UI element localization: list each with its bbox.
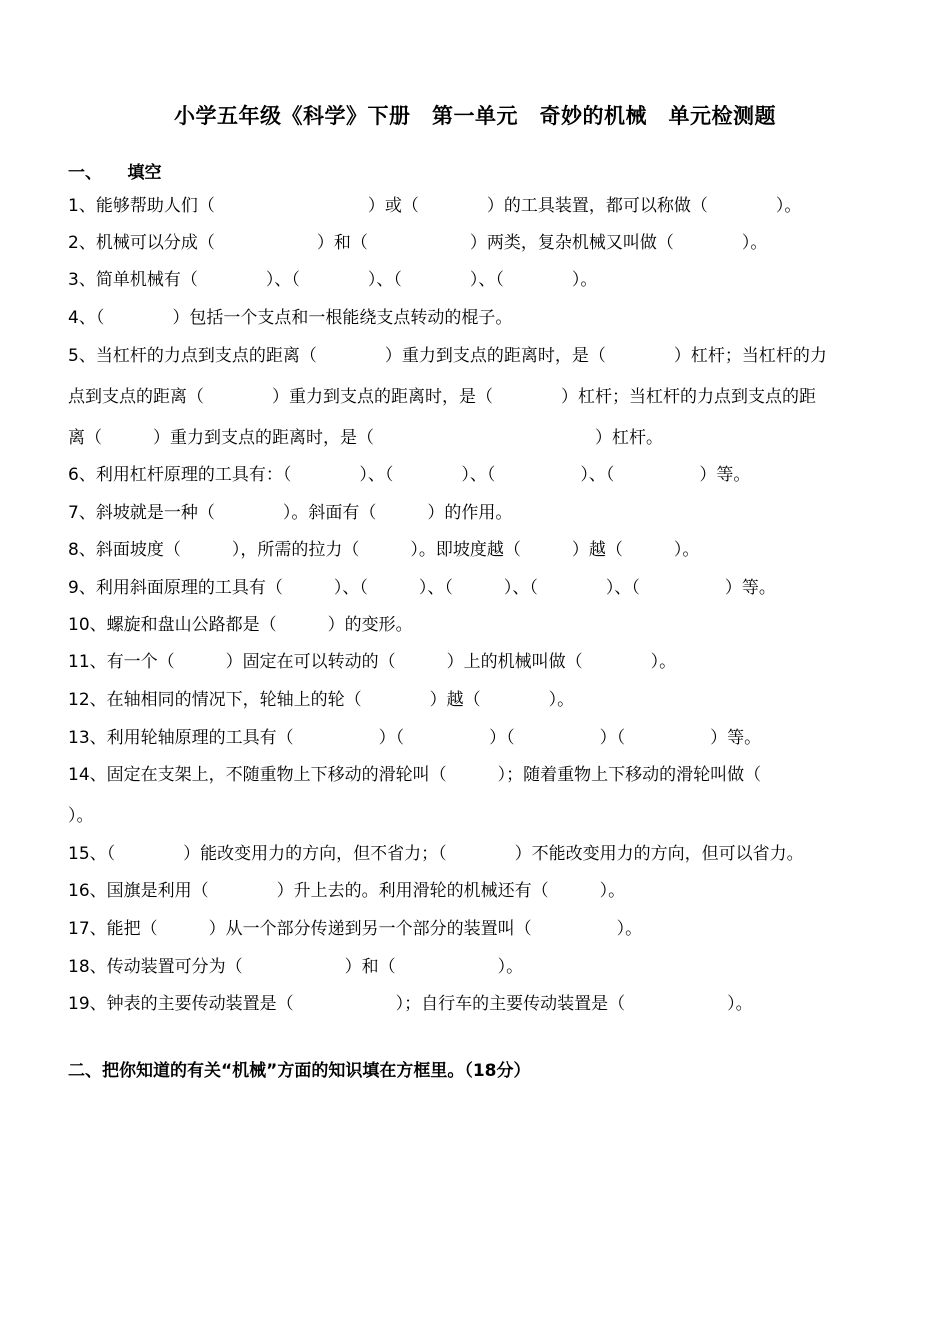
question-17: 17、能把（ ）从一个部分传递到另一个部分的装置叫（ ）。 xyxy=(68,919,643,939)
question-13: 13、利用轮轴原理的工具有（ ）（ ）（ ）（ ）等。 xyxy=(68,728,762,748)
question-19: 19、钟表的主要传动装置是（ ）；自行车的主要传动装置是（ ）。 xyxy=(68,994,753,1014)
question-2: 2、机械可以分成（ ）和（ ）两类，复杂机械又叫做（ ）。 xyxy=(68,233,768,253)
question-9: 9、利用斜面原理的工具有（ ）、（ ）、（ ）、（ ）、（ ）等。 xyxy=(68,578,776,598)
question-7: 7、斜坡就是一种（ ）。斜面有（ ）的作用。 xyxy=(68,503,513,523)
question-11: 11、有一个（ ）固定在可以转动的（ ）上的机械叫做（ ）。 xyxy=(68,652,677,672)
page-title: 小学五年级《科学》下册 第一单元 奇妙的机械 单元检测题 xyxy=(174,104,776,128)
question-4: 4、（ ）包括一个支点和一根能绕支点转动的棍子。 xyxy=(68,308,513,328)
question-3: 3、简单机械有（ ）、（ ）、（ ）、（ ）。 xyxy=(68,270,598,290)
section-heading-fill-blanks: 一、 填空 xyxy=(68,163,162,183)
question-16: 16、国旗是利用（ ）升上去的。利用滑轮的机械还有（ ）。 xyxy=(68,881,626,901)
question-5-line-2: 点到支点的距离（ ）重力到支点的距离时，是（ ）杠杆；当杠杆的力点到支点的距 xyxy=(68,387,816,407)
question-14-line-1: 14、固定在支架上，不随重物上下移动的滑轮叫（ ）；随着重物上下移动的滑轮叫做（ xyxy=(68,765,762,785)
question-6: 6、利用杠杆原理的工具有：（ ）、（ ）、（ ）、（ ）等。 xyxy=(68,465,751,485)
question-5-line-1: 5、当杠杆的力点到支点的距离（ ）重力到支点的距离时，是（ ）杠杆；当杠杆的力 xyxy=(68,346,827,366)
question-15: 15、（ ）能改变用力的方向，但不省力；（ ）不能改变用力的方向，但可以省力。 xyxy=(68,844,804,864)
question-10: 10、螺旋和盘山公路都是（ ）的变形。 xyxy=(68,615,413,635)
question-14-line-2: ）。 xyxy=(68,806,94,826)
question-12: 12、在轴相同的情况下，轮轴上的轮（ ）越（ ）。 xyxy=(68,690,575,710)
question-18: 18、传动装置可分为（ ）和（ ）。 xyxy=(68,957,524,977)
question-5-line-3: 离（ ）重力到支点的距离时，是（ ）杠杆。 xyxy=(68,428,663,448)
section-heading-knowledge-box: 二、把你知道的有关“机械”方面的知识填在方框里。（18分） xyxy=(68,1061,531,1081)
question-1: 1、能够帮助人们（ ）或（ ）的工具装置，都可以称做（ ）。 xyxy=(68,196,802,216)
question-8: 8、斜面坡度（ ），所需的拉力（ ）。即坡度越（ ）越（ ）。 xyxy=(68,540,700,560)
